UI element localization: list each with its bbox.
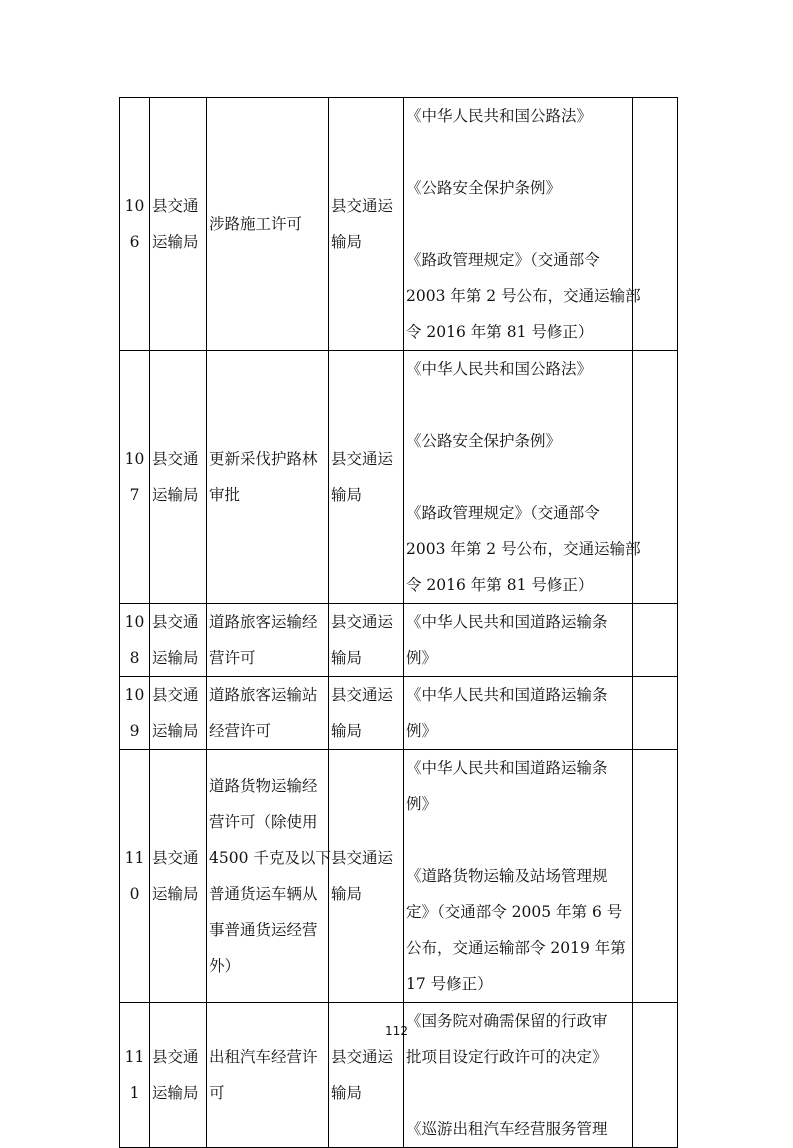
item-cell-line: 审批: [209, 486, 241, 504]
legal-basis-cell-line: 《中华人民共和国道路运输条: [406, 613, 608, 631]
department-cell-line: 运输局: [152, 722, 199, 740]
department-cell: [150, 677, 207, 750]
department-cell: [150, 98, 207, 351]
implementing-org-cell: [329, 351, 404, 604]
department-cell-line: 运输局: [152, 233, 199, 251]
row-number: 107: [120, 351, 150, 604]
implementing-org-cell-line: 县交通运: [331, 686, 394, 704]
item-cell-line: 外）: [209, 957, 241, 975]
item-cell-line: 4500 千克及以下: [209, 849, 331, 867]
department-cell-line: 县交通: [152, 197, 199, 215]
row-number: 109: [120, 677, 150, 750]
department-cell-line: 运输局: [152, 885, 199, 903]
department-cell-line: 县交通: [152, 1048, 199, 1066]
legal-basis-cell-line: 《国务院对确需保留的行政审: [406, 1012, 608, 1030]
legal-basis-cell-line: 公布，交通运输部令 2019 年第: [406, 939, 626, 957]
department-cell-line: 运输局: [152, 486, 199, 504]
item-cell-line: 更新采伐护路林: [209, 450, 318, 468]
legal-basis-cell-line: 令 2016 年第 81 号修正）: [406, 323, 594, 341]
legal-basis-cell-line: 2003 年第 2 号公布，交通运输部: [406, 287, 641, 305]
legal-basis-cell-line: [406, 387, 630, 423]
legal-basis-cell-line: 《路政管理规定》（交通部令: [406, 251, 600, 269]
legal-basis-cell: [404, 677, 633, 750]
item-cell: [207, 677, 329, 750]
department-cell-line: 县交通: [152, 450, 199, 468]
legal-basis-cell-line: 批项目设定行政许可的决定》: [406, 1048, 608, 1066]
item-cell-line: 营许可: [209, 649, 256, 667]
remarks-cell: [633, 351, 678, 604]
legal-basis-cell-line: 17 号修正）: [406, 975, 493, 993]
implementing-org-cell-line: 输局: [331, 649, 363, 667]
table-row: [120, 677, 678, 750]
legal-basis-cell-line: 例》: [406, 649, 438, 667]
legal-basis-cell-line: 2003 年第 2 号公布，交通运输部: [406, 540, 641, 558]
page-number: 112: [385, 1024, 408, 1038]
implementing-org-cell-line: 县交通运: [331, 849, 394, 867]
item-cell-line: 普通货运车辆从: [209, 885, 318, 903]
implementing-org-cell: [329, 98, 404, 351]
implementing-org-cell-line: 输局: [331, 885, 363, 903]
item-cell: [207, 98, 329, 351]
department-cell: [150, 750, 207, 1003]
implementing-org-cell-line: 县交通运: [331, 613, 394, 631]
legal-basis-cell-line: 《公路安全保护条例》: [406, 432, 562, 450]
legal-basis-cell-line: 《公路安全保护条例》: [406, 179, 562, 197]
legal-basis-cell-line: [406, 459, 630, 495]
legal-basis-cell-line: 《中华人民共和国道路运输条: [406, 686, 608, 704]
implementing-org-cell: [329, 677, 404, 750]
implementing-org-cell-line: 输局: [331, 722, 363, 740]
item-cell-line: 营许可（除使用: [209, 813, 318, 831]
item-cell-line: 经营许可: [209, 722, 272, 740]
item-cell-line: 可: [209, 1084, 225, 1102]
implementing-org-cell: [329, 750, 404, 1003]
item-cell-line: 涉路施工许可: [209, 215, 303, 233]
legal-basis-cell: [404, 750, 633, 1003]
remarks-cell: [633, 98, 678, 351]
row-number: 106: [120, 98, 150, 351]
department-cell: [150, 604, 207, 677]
row-number: 111: [120, 1003, 150, 1148]
item-cell: [207, 750, 329, 1003]
legal-basis-cell-line: 令 2016 年第 81 号修正）: [406, 576, 594, 594]
permit-table: [119, 97, 678, 1148]
legal-basis-cell: [404, 98, 641, 351]
department-cell-line: 县交通: [152, 686, 199, 704]
legal-basis-cell-line: [406, 822, 630, 858]
item-cell: [207, 351, 329, 604]
legal-basis-cell-line: [406, 134, 630, 170]
row-number: 110: [120, 750, 150, 1003]
implementing-org-cell-line: 县交通运: [331, 450, 394, 468]
implementing-org-cell-line: 输局: [331, 1084, 363, 1102]
table-body: [120, 98, 678, 1148]
department-cell-line: 运输局: [152, 649, 199, 667]
legal-basis-cell-line: 《道路货物运输及站场管理规: [406, 867, 608, 885]
implementing-org-cell-line: 县交通运: [331, 1048, 394, 1066]
legal-basis-cell-line: 例》: [406, 722, 438, 740]
legal-basis-cell: [404, 351, 641, 604]
remarks-cell: [633, 604, 678, 677]
table-row: [120, 604, 678, 677]
legal-basis-cell-line: 例》: [406, 795, 438, 813]
implementing-org-cell: [329, 604, 404, 677]
legal-basis-cell-line: 《中华人民共和国公路法》: [406, 107, 593, 125]
table-row: [120, 351, 678, 604]
legal-basis-cell-line: 《路政管理规定》（交通部令: [406, 504, 600, 522]
item-cell-line: 道路旅客运输站: [209, 686, 318, 704]
implementing-org-cell-line: 输局: [331, 233, 363, 251]
table-row: [120, 98, 678, 351]
implementing-org-cell-line: 输局: [331, 486, 363, 504]
table-row: [120, 750, 678, 1003]
department-cell-line: 运输局: [152, 1084, 199, 1102]
legal-basis-cell-line: 《中华人民共和国公路法》: [406, 360, 593, 378]
department-cell: [150, 351, 207, 604]
item-cell-line: 道路旅客运输经: [209, 613, 318, 631]
legal-basis-cell-line: 《中华人民共和国道路运输条: [406, 759, 608, 777]
remarks-cell: [633, 677, 678, 750]
remarks-cell: [633, 750, 678, 1003]
legal-basis-cell-line: 《巡游出租汽车经营服务管理: [406, 1120, 608, 1138]
legal-basis-cell-line: 定》（交通部令 2005 年第 6 号: [406, 903, 623, 921]
item-cell: [207, 604, 329, 677]
legal-basis-cell-line: [406, 206, 630, 242]
item-cell-line: 出租汽车经营许: [209, 1048, 318, 1066]
department-cell-line: 县交通: [152, 849, 199, 867]
row-number: 108: [120, 604, 150, 677]
legal-basis-cell-line: [406, 1075, 630, 1111]
department-cell-line: 县交通: [152, 613, 199, 631]
item-cell-line: 事普通货运经营: [209, 921, 318, 939]
legal-basis-cell: [404, 604, 633, 677]
implementing-org-cell-line: 县交通运: [331, 197, 394, 215]
item-cell-line: 道路货物运输经: [209, 777, 318, 795]
